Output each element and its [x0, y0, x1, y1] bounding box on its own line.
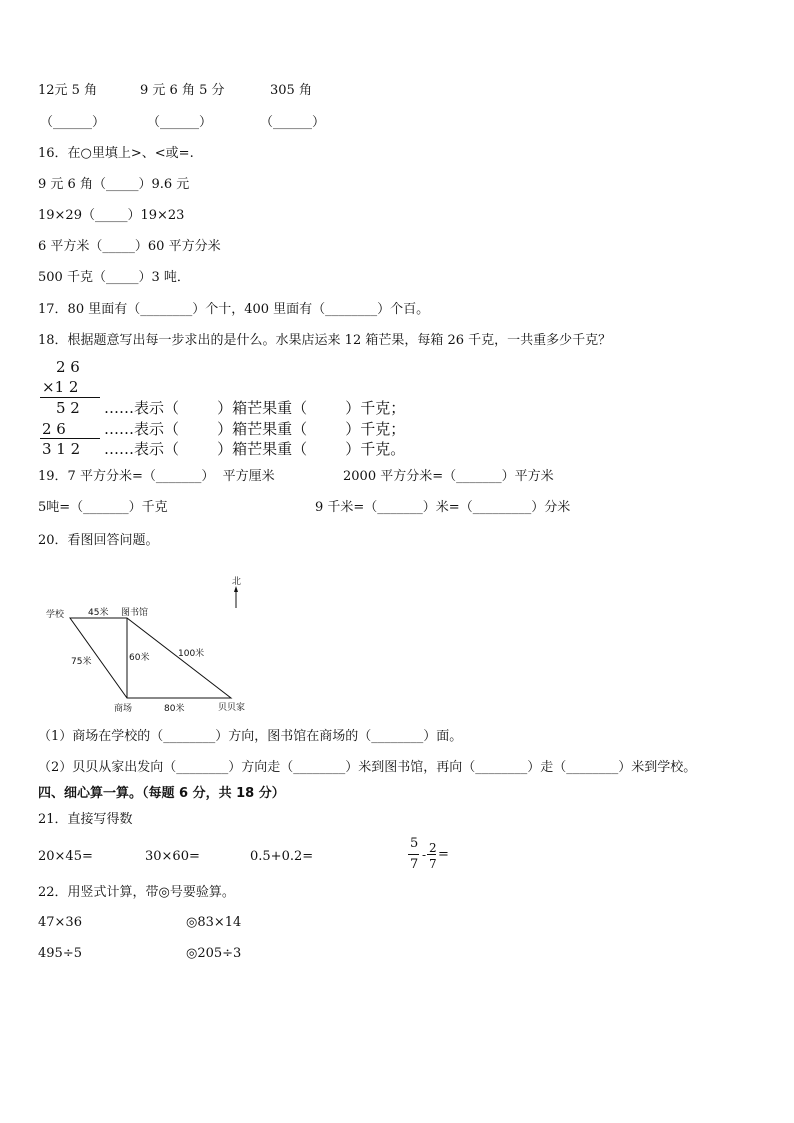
calc-item-2: 30×60=	[145, 849, 200, 864]
answer-blank-2[interactable]: （______）	[147, 115, 213, 130]
fraction-1-numerator: 5	[410, 836, 419, 851]
explain-line-2: ……表示（ ）箱芒果重（ ）千克；	[104, 420, 406, 438]
fraction-1-denominator: 7	[410, 857, 419, 872]
school-label: 学校	[46, 610, 65, 620]
library-label: 图书馆	[121, 608, 149, 618]
question-21-title: 21．直接写得数	[38, 812, 133, 827]
distance-school-library: 45米	[88, 608, 109, 618]
answer-blank-3[interactable]: （______）	[260, 115, 326, 130]
section-4-heading: 四、细心算一算。（每题 6 分，共 18 分）	[38, 786, 285, 801]
mall-label: 商场	[114, 704, 133, 714]
distance-mall-beibei: 80米	[164, 704, 185, 714]
question-18-title: 18．根据题意写出每一步求出的是什么。水果店运来 12 箱芒果，每箱 26 千克，一共重多少千克？	[38, 333, 612, 348]
vertical-calc-3: 495÷5	[38, 946, 82, 961]
conversion-4: 9 千米=（_______）米=（_________）分米	[315, 500, 571, 515]
route-map	[30, 570, 300, 720]
calc-rule-2	[40, 438, 100, 439]
map-outline	[70, 618, 231, 698]
question-22-title: 22．用竖式计算，带◎号要验算。	[38, 885, 235, 900]
compare-line-3: 6 平方米（_____）60 平方分米	[38, 239, 221, 254]
fraction-equals: =	[438, 847, 449, 862]
distance-library-mall: 60米	[129, 653, 150, 663]
question-17: 17．80 里面有（________）个十，400 里面有（________）个百。	[38, 302, 430, 317]
fraction-2-bar	[427, 854, 436, 855]
fraction-1-bar	[408, 854, 419, 855]
explain-line-1: ……表示（ ）箱芒果重（ ）千克；	[104, 399, 406, 417]
money-item-2: 9 元 6 角 5 分	[140, 83, 225, 98]
money-item-1: 12元 5 角	[38, 83, 98, 98]
explain-line-3: ……表示（ ）箱芒果重（ ）千克。	[104, 440, 406, 458]
question-20-title: 20．看图回答问题。	[38, 533, 159, 548]
calc-row-312: 3 1 2	[42, 440, 81, 458]
compare-line-1: 9 元 6 角（_____）9.6 元	[38, 177, 190, 192]
calc-row-26b: 2 6	[42, 420, 66, 438]
beibei-home-label: 贝贝家	[218, 703, 246, 713]
conversion-3: 5吨=（_______）千克	[38, 500, 168, 515]
north-label: 北	[232, 577, 242, 587]
calc-row-x12: ×1 2	[42, 378, 79, 396]
vertical-calc-1: 47×36	[38, 915, 82, 930]
question-16-title: 16．在○里填上>、<或=.	[38, 146, 194, 161]
question-20-sub2: （2）贝贝从家出发向（________）方向走（________）米到图书馆，再向（________）走（________）米到学校。	[38, 760, 697, 775]
fraction-expression	[408, 836, 468, 876]
vertical-calc-2: ◎83×14	[186, 915, 242, 930]
question-20-sub1: （1）商场在学校的（________）方向，图书馆在商场的（________）面。	[38, 729, 463, 744]
calc-rule-1	[40, 397, 100, 398]
conversion-2: 2000 平方分米=（_______）平方米	[343, 469, 554, 484]
distance-library-beibei: 100米	[178, 649, 205, 659]
compare-line-2: 19×29（_____）19×23	[38, 208, 185, 223]
calc-row-26: 2 6	[56, 358, 80, 376]
fraction-operator: -	[422, 848, 427, 862]
answer-blank-1[interactable]: （______）	[40, 115, 106, 130]
calc-item-3: 0.5+0.2=	[250, 849, 314, 864]
compare-line-4: 500 千克（_____）3 吨．	[38, 270, 190, 285]
distance-school-mall: 75米	[71, 657, 92, 667]
money-item-3: 305 角	[270, 83, 312, 98]
calc-item-1: 20×45=	[38, 849, 93, 864]
fraction-2-denominator: 7	[429, 857, 437, 871]
vertical-calc-4: ◎205÷3	[186, 946, 242, 961]
calc-row-52: 5 2	[56, 399, 80, 417]
fraction-2-numerator: 2	[429, 841, 437, 855]
conversion-1: 19．7 平方分米=（_______） 平方厘米	[38, 469, 275, 484]
